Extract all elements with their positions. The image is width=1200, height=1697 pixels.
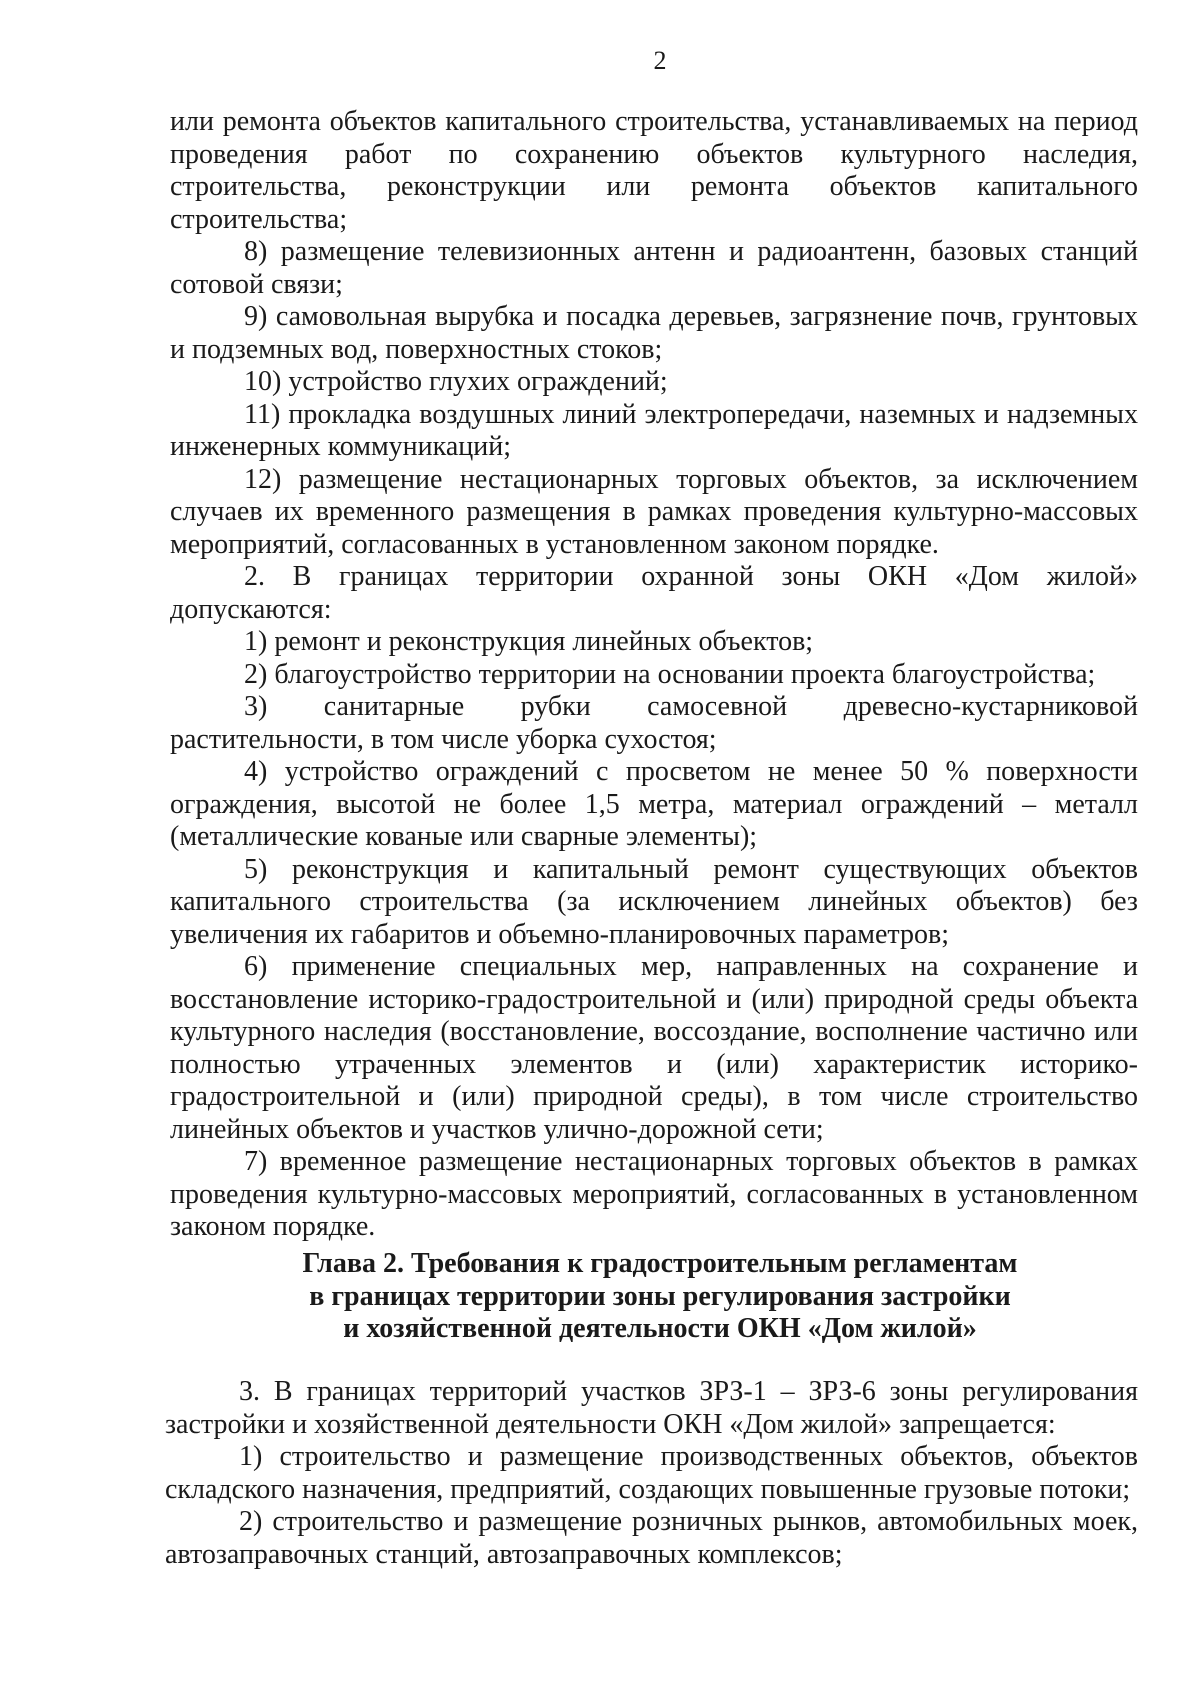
paragraph-allowed-1: 1) ремонт и реконструкция линейных объектов; bbox=[244, 626, 814, 657]
chapter-2-heading bbox=[160, 1248, 1160, 1346]
heading-line-1: Глава 2. Требования к градостроительным регламентам bbox=[302, 1248, 1018, 1279]
paragraph-item-11: 11) прокладка воздушных линий электропередачи, наземных и надземных инженерных коммуникаций; bbox=[170, 398, 1138, 462]
heading-line-3: и хозяйственной деятельности ОКН «Дом жилой» bbox=[343, 1313, 977, 1344]
paragraph-prohibited-1: 1) строительство и размещение производственных объектов, объектов складского назначения, предприятий, создающих повышенные грузовые потоки; bbox=[165, 1441, 1138, 1505]
paragraph-item-8: 8) размещение телевизионных антенн и радиоантенн, базовых станций сотовой связи; bbox=[170, 236, 1138, 300]
paragraph-prohibited-2: 2) строительство и размещение розничных рынков, автомобильных моек, автозаправочных станций, автозаправочных комплексов; bbox=[165, 1506, 1138, 1570]
paragraph-allowed-5: 5) реконструкция и капитальный ремонт существующих объектов капитального строительства (за исключением линейных объектов) без увеличения их габаритов и объемно-планировочных параметров; bbox=[170, 853, 1138, 950]
paragraph-clause-3: 3. В границах территорий участков ЗРЗ-1 – ЗРЗ-6 зоны регулирования застройки и хозяйственной деятельности ОКН «Дом жилой» запрещается: bbox=[165, 1376, 1138, 1440]
paragraph-allowed-6: 6) применение специальных мер, направленных на сохранение и восстановление историко-градостроительной и (или) природной среды объекта культурного наследия (восстановление, воссоздание, восполнение частично или полностью утраченных элементов и (или) характеристик историко-градостроительной и (или) природной среды), в том числе строительство линейных объектов и участков улично-дорожной сети; bbox=[170, 951, 1138, 1145]
paragraph-item-12: 12) размещение нестационарных торговых объектов, за исключением случаев их временного размещения в рамках проведения культурно-массовых мероприятий, согласованных в установленном законом порядке. bbox=[170, 463, 1138, 560]
paragraph-continuation: или ремонта объектов капитального строительства, устанавливаемых на период проведения работ по сохранению объектов культурного наследия, строительства, реконструкции или ремонта объектов капитального строительства; bbox=[170, 106, 1138, 235]
paragraph-allowed-7: 7) временное размещение нестационарных торговых объектов в рамках проведения культурно-массовых мероприятий, согласованных в установленном законом порядке. bbox=[170, 1146, 1138, 1242]
paragraph-item-10: 10) устройство глухих ограждений; bbox=[244, 366, 668, 397]
paragraph-allowed-4: 4) устройство ограждений с просветом не менее 50 % поверхности ограждения, высотой не более 1,5 метра, материал ограждений – металл (металлические кованые или сварные элементы); bbox=[170, 756, 1138, 852]
chapter-2-body bbox=[165, 1376, 1138, 1571]
paragraph-allowed-3: 3) санитарные рубки самосевной древесно-кустарниковой растительности, в том числе уборка сухостоя; bbox=[170, 691, 1138, 755]
page-number: 2 bbox=[653, 46, 667, 75]
paragraph-allowed-2: 2) благоустройство территории на основании проекта благоустройства; bbox=[244, 658, 1096, 690]
section-1-body bbox=[170, 106, 1138, 1244]
heading-line-2: в границах территории зоны регулирования застройки bbox=[309, 1280, 1011, 1312]
paragraph-item-9: 9) самовольная вырубка и посадка деревьев, загрязнение почв, грунтовых и подземных вод, поверхностных стоков; bbox=[170, 301, 1138, 365]
paragraph-clause-2: 2. В границах территории охранной зоны ОКН «Дом жилой» допускаются: bbox=[170, 561, 1138, 625]
